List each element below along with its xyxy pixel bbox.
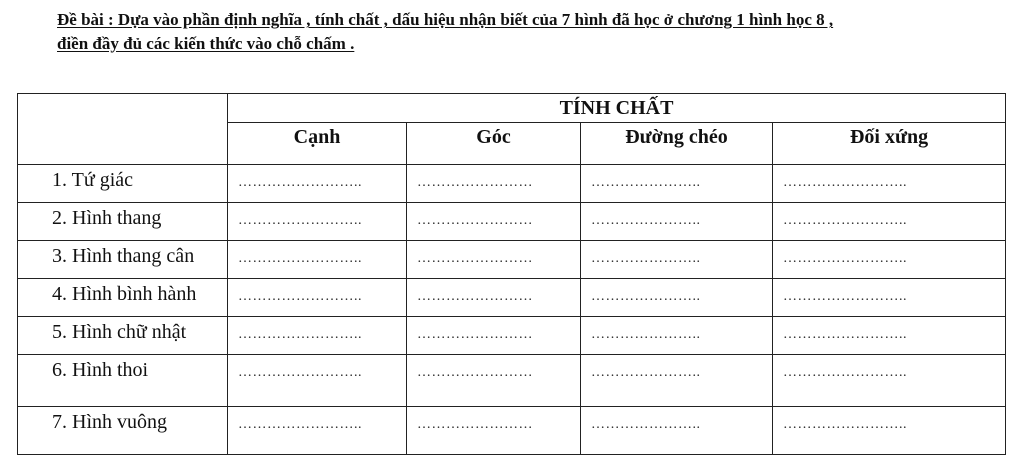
fill-in-blank[interactable]: ……………………	[407, 203, 581, 241]
fill-in-blank[interactable]: ……………………..	[228, 355, 407, 407]
fill-in-blank[interactable]: …………………..	[581, 165, 773, 203]
fill-in-blank[interactable]: …………………..	[581, 241, 773, 279]
fill-in-blank[interactable]: ……………………..	[773, 355, 1006, 407]
table-row	[18, 203, 1006, 241]
fill-in-blank[interactable]: …………………..	[581, 407, 773, 455]
fill-in-blank[interactable]: ……………………..	[773, 407, 1006, 455]
fill-in-blank[interactable]: …………………..	[581, 279, 773, 317]
fill-in-blank[interactable]: ……………………	[407, 279, 581, 317]
fill-in-blank[interactable]: ……………………..	[773, 279, 1006, 317]
fill-in-blank[interactable]: ……………………..	[228, 241, 407, 279]
fill-in-blank[interactable]: ……………………..	[228, 317, 407, 355]
fill-in-blank[interactable]: …………………..	[581, 317, 773, 355]
fill-in-blank[interactable]: ……………………..	[228, 407, 407, 455]
fill-in-blank[interactable]: ……………………..	[228, 165, 407, 203]
column-header-goc: Góc	[407, 123, 581, 165]
table-row	[18, 165, 1006, 203]
row-label-hinh-thang-can: 3. Hình thang cân	[18, 241, 228, 279]
row-label-hinh-thang: 2. Hình thang	[18, 203, 228, 241]
prompt-line-1: Đề bài : Dựa vào phần định nghĩa , tính chất , dấu hiệu nhận biết của 7 hình đã học ở chương 1 hình học 8 ,	[57, 10, 834, 29]
fill-in-blank[interactable]: …………………..	[581, 203, 773, 241]
fill-in-blank[interactable]: ……………………	[407, 355, 581, 407]
column-header-doi-xung: Đối xứng	[773, 123, 1006, 165]
fill-in-blank[interactable]: ……………………	[407, 241, 581, 279]
fill-in-blank[interactable]: ……………………..	[773, 317, 1006, 355]
column-header-duong-cheo: Đường chéo	[581, 123, 773, 165]
row-label-hinh-thoi: 6. Hình thoi	[18, 355, 228, 407]
fill-in-blank[interactable]: ……………………	[407, 317, 581, 355]
row-label-hinh-chu-nhat: 5. Hình chữ nhật	[18, 317, 228, 355]
properties-table	[17, 93, 1006, 455]
table-row	[18, 317, 1006, 355]
fill-in-blank[interactable]: ……………………..	[773, 241, 1006, 279]
table-row	[18, 355, 1006, 407]
shape-header-cell	[18, 94, 228, 165]
fill-in-blank[interactable]: ……………………	[407, 407, 581, 455]
row-label-hinh-binh-hanh: 4. Hình bình hành	[18, 279, 228, 317]
row-label-hinh-vuong: 7. Hình vuông	[18, 407, 228, 455]
row-label-tu-giac: 1. Tứ giác	[18, 165, 228, 203]
column-header-canh: Cạnh	[228, 123, 407, 165]
fill-in-blank[interactable]: ……………………	[407, 165, 581, 203]
table-row	[18, 279, 1006, 317]
fill-in-blank[interactable]: …………………..	[581, 355, 773, 407]
fill-in-blank[interactable]: ……………………..	[773, 203, 1006, 241]
fill-in-blank[interactable]: ……………………..	[228, 279, 407, 317]
assignment-prompt	[57, 8, 997, 56]
properties-group-header: TÍNH CHẤT	[228, 94, 1006, 123]
fill-in-blank[interactable]: ……………………..	[773, 165, 1006, 203]
fill-in-blank[interactable]: ……………………..	[228, 203, 407, 241]
table-row	[18, 407, 1006, 455]
table-row	[18, 241, 1006, 279]
prompt-line-2: điền đầy đủ các kiến thức vào chỗ chấm .	[57, 34, 355, 53]
table-header-row-group	[18, 94, 1006, 123]
